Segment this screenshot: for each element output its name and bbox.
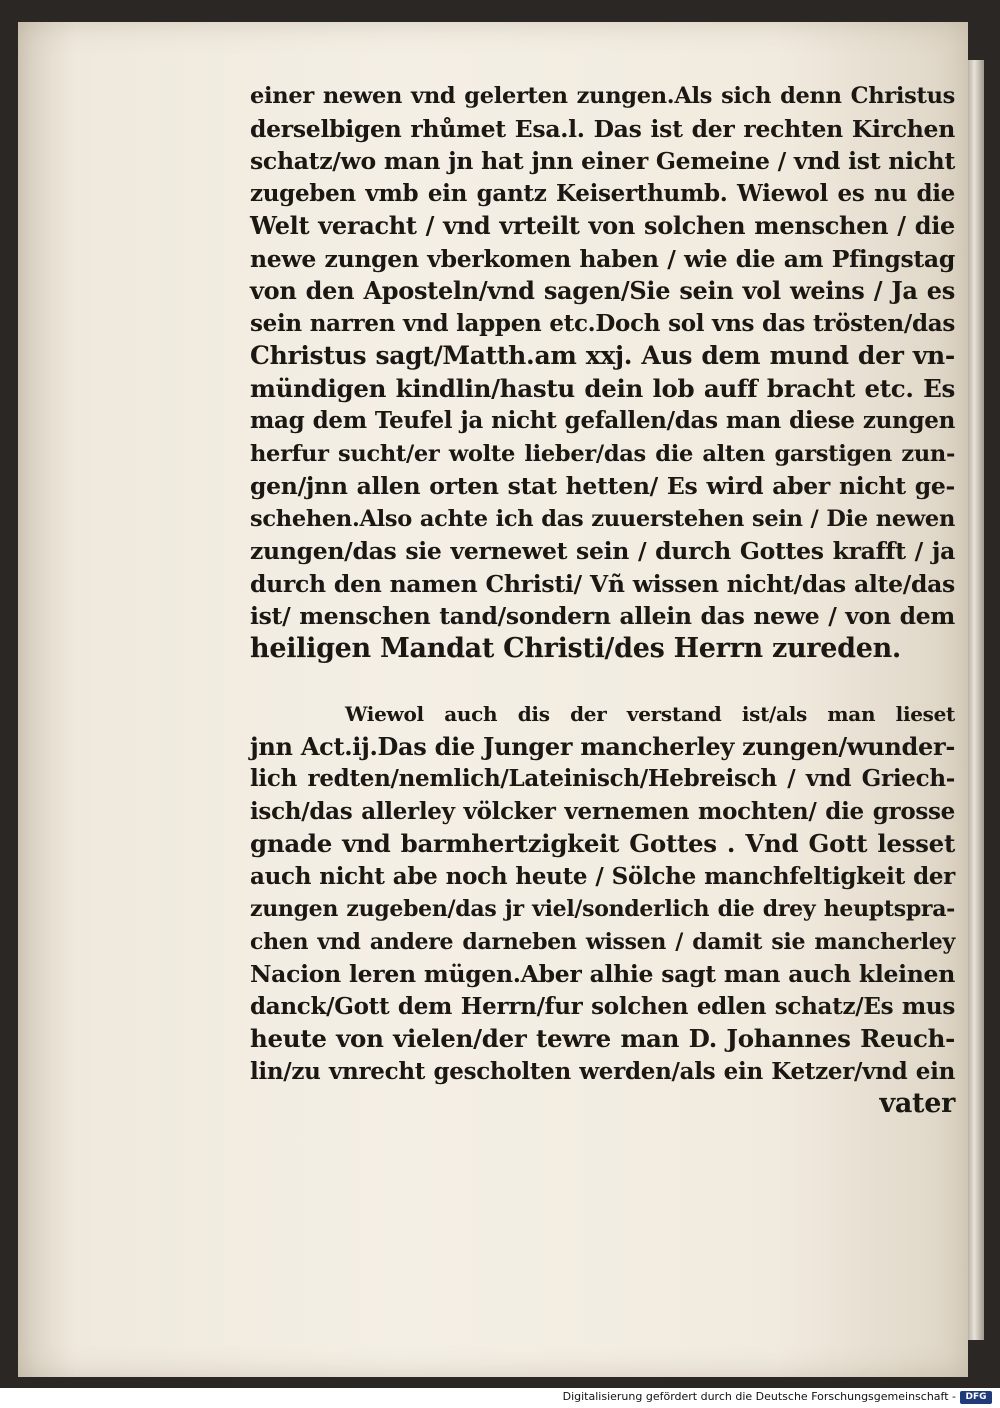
text-line: heute von vielen/der tewre man D. Johannes Reuch-	[250, 1024, 955, 1053]
text-line: Wiewol auch dis der verstand ist/als man lieset	[345, 702, 955, 726]
text-line: zugeben vmb ein gantz Keiserthumb. Wiewol es nu die	[250, 179, 955, 207]
paragraph-gap	[250, 665, 955, 698]
text-line: lin/zu vnrecht gescholten werden/als ein Ketzer/vnd ein	[250, 1057, 955, 1085]
text-line: einer newen vnd gelerten zungen.Als sich denn Christus	[250, 83, 955, 109]
text-line: zungen/das sie vernewet sein / durch Gottes krafft / ja	[250, 537, 955, 565]
text-line: mündigen kindlin/hastu dein lob auff bracht etc. Es	[250, 373, 955, 403]
text-line: chen vnd andere darneben wissen / damit sie mancherley	[250, 928, 955, 955]
text-line: durch den namen Christi/ Vñ wissen nicht/das alte/das	[250, 569, 955, 598]
text-line: gen/jnn allen orten stat hetten/ Es wird aber nicht ge-	[250, 472, 955, 500]
page-edge	[968, 60, 984, 1340]
dfg-logo: DFG	[960, 1391, 992, 1404]
footer-bar	[0, 1388, 1000, 1408]
text-line: Nacion leren mügen.Aber alhie sagt man auch kleinen	[250, 960, 955, 988]
text-line: lich redten/nemlich/Lateinisch/Hebreisch / vnd Griech-	[250, 765, 955, 792]
text-line: schehen.Also achte ich das zuuerstehen sein / Die newen	[250, 505, 955, 532]
text-line: zungen zugeben/das jr viel/sonderlich die drey heuptspra-	[250, 896, 955, 922]
text-line: gnade vnd barmhertzigkeit Gottes . Vnd Gott lesset	[250, 829, 955, 858]
text-line: jnn Act.ij.Das die Junger mancherley zungen/wunder-	[250, 731, 955, 761]
text-line: ist/ menschen tand/sondern allein das newe / von dem	[250, 602, 955, 630]
page-text	[250, 80, 955, 1120]
text-line: isch/das allerley völcker vernemen mochten/ die grosse	[250, 797, 955, 825]
text-line: Christus sagt/Matth.am xxj. Aus dem mund der vn-	[250, 341, 955, 370]
text-line: schatz/wo man jn hat jnn einer Gemeine / vnd ist nicht	[250, 147, 955, 175]
funding-notice: Digitalisierung gefördert durch die Deutsche Forschungsgemeinschaft -	[562, 1390, 956, 1403]
text-line: derselbigen rhůmet Esa.l. Das ist der rechten Kirchen	[250, 114, 955, 143]
text-line: Welt veracht / vnd vrteilt von solchen menschen / die	[250, 211, 955, 240]
text-line: herfur sucht/er wolte lieber/das die alten garstigen zun-	[250, 440, 955, 467]
text-line: newe zungen vberkomen haben / wie die am Pfingstag	[250, 244, 955, 273]
text-line: danck/Gott dem Herrn/fur solchen edlen schatz/Es mus	[250, 992, 955, 1020]
text-line: auch nicht abe noch heute / Sölche manchfeltigkeit der	[250, 862, 955, 890]
text-line: heiligen Mandat Christi/des Herrn zureden.	[250, 632, 901, 664]
paragraph-2	[250, 698, 955, 1088]
catchword: vater	[879, 1088, 955, 1119]
text-line: mag dem Teufel ja nicht gefallen/das man diese zungen	[250, 407, 955, 434]
text-line: sein narren vnd lappen etc.Doch sol vns das trösten/das	[250, 309, 955, 337]
paragraph-1	[250, 80, 955, 665]
text-line: von den Aposteln/vnd sagen/Sie sein vol weins / Ja es	[250, 276, 955, 305]
